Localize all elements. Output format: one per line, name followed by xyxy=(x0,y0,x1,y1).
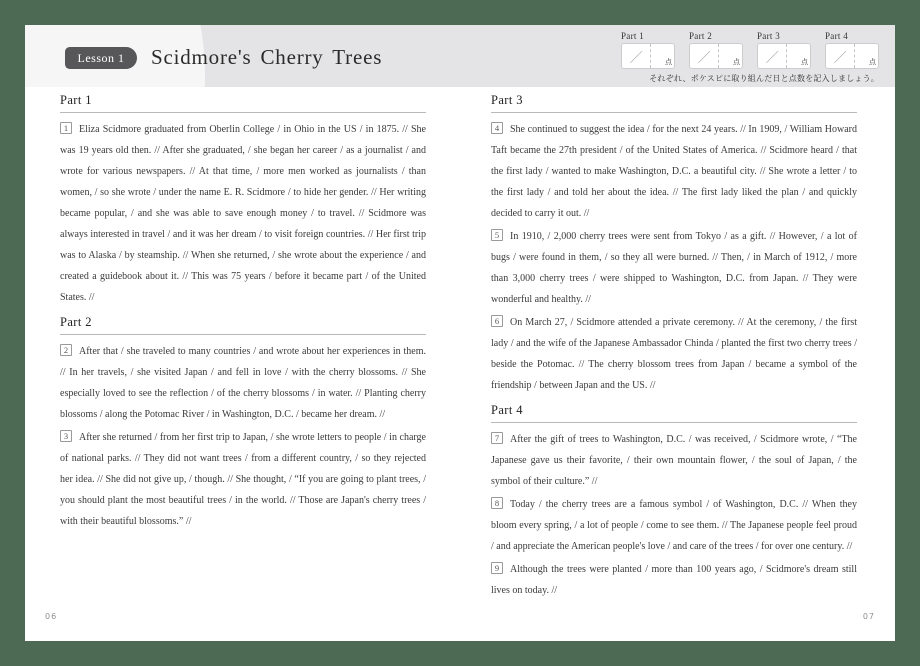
score-caption: それぞれ、ポケスピに取り組んだ日と点数を記入しましょう。 xyxy=(649,74,879,83)
paragraph-9 xyxy=(491,559,857,601)
score-group-part4 xyxy=(825,31,879,69)
lesson-badge: Lesson 1 xyxy=(65,47,137,69)
date-slash-icon: ／ xyxy=(765,49,779,65)
date-cell xyxy=(758,44,787,68)
score-box xyxy=(825,43,879,69)
part4-heading: Part 4 xyxy=(491,403,857,423)
textbook-page xyxy=(25,25,895,641)
date-cell xyxy=(690,44,719,68)
score-label: Part 2 xyxy=(689,31,713,41)
paragraph-text: After that / she traveled to many countries / and wrote about her experiences in them. // In her travels, / she visited Japan / and fell in love / with the cherry blossoms. // She especially loved to see the reflection / of the cherry blossoms / in water. // Planting cherry blossoms / along the Potomac River / in Washington, D.C. / became her dream. // xyxy=(60,346,426,420)
date-slash-icon: ／ xyxy=(697,49,711,65)
points-unit: 点 xyxy=(869,58,876,66)
paragraph-text: Although the trees were planted / more than 100 years ago, / Scidmore's dream still lives on today. // xyxy=(491,564,857,596)
right-column xyxy=(491,93,857,603)
paragraph-4 xyxy=(491,119,857,224)
date-slash-icon: ／ xyxy=(629,49,643,65)
score-box xyxy=(621,43,675,69)
date-cell xyxy=(622,44,651,68)
paragraph-5 xyxy=(491,226,857,310)
paragraph-number: 9 xyxy=(491,562,503,574)
paragraph-6 xyxy=(491,312,857,396)
paragraph-3 xyxy=(60,427,426,532)
paragraph-number: 2 xyxy=(60,344,72,356)
paragraph-number: 3 xyxy=(60,430,72,442)
paragraph-number: 6 xyxy=(491,315,503,327)
date-slash-icon: ／ xyxy=(833,49,847,65)
paragraph-number: 1 xyxy=(60,122,72,134)
part1-heading: Part 1 xyxy=(60,93,426,113)
score-label: Part 4 xyxy=(825,31,849,41)
score-label: Part 3 xyxy=(757,31,781,41)
paragraph-text: After the gift of trees to Washington, D.C. / was received, / Scidmore wrote, / “The Japanese gave us their favorite, / their own mountain flower, / the soul of Japan, / the symbol of their culture.” // xyxy=(491,434,857,487)
paragraph-text: Eliza Scidmore graduated from Oberlin College / in Ohio in the US / in 1875. // She was 19 years old then. // After she graduated, / she began her career / as a journalist / and wrote for various newspapers. // At that time, / more men worked as journalists / than women, / so she wrote / under the name E. R. Scidmore / to hide her gender. // Her writing became popular, / and she was able to save enough money / to travel. // Scidmore was always interested in travel / and it was her dream / to visit foreign countries. // Her first trip was to Alaska / by steamship. // When she returned, / she wrote about the experience / and created a guidebook about it. // This was 75 years / before it became part / of the United States. // xyxy=(60,124,426,303)
points-cell xyxy=(787,44,810,68)
score-box xyxy=(757,43,811,69)
page-number-right: 07 xyxy=(862,612,875,621)
score-boxes xyxy=(621,31,879,69)
paragraph-1 xyxy=(60,119,426,308)
paragraph-text: She continued to suggest the idea / for the next 24 years. // In 1909, / William Howard Taft became the 27th president / of the United States of America. // Scidmore heard / that the first lady / wanted to make Washington, D.C. a beautiful city. // She wrote a letter / to the first lady / and told her about the idea. // The first lady liked the plan / and quickly decided to carry it out. // xyxy=(491,124,857,219)
points-unit: 点 xyxy=(801,58,808,66)
paragraph-7 xyxy=(491,429,857,492)
points-cell xyxy=(855,44,878,68)
paragraph-text: On March 27, / Scidmore attended a private ceremony. // At the ceremony, / the first lady / and the wife of the Japanese Ambassador Chinda / planted the first two cherry trees / beside the Potomac. // The cherry blossom trees from Japan / became a symbol of the friendship / between Japan and the US. // xyxy=(491,317,857,391)
score-box xyxy=(689,43,743,69)
paragraph-2 xyxy=(60,341,426,425)
points-cell xyxy=(719,44,742,68)
paragraph-number: 8 xyxy=(491,497,503,509)
page-title: Scidmore's Cherry Trees xyxy=(151,45,383,69)
paragraph-number: 4 xyxy=(491,122,503,134)
paragraph-8 xyxy=(491,494,857,557)
paragraph-text: Today / the cherry trees are a famous symbol / of Washington, D.C. // When they bloom every spring, / a lot of people / come to see them. // The Japanese people feel proud / and appreciate the American people's love / and care of the trees / for over one century. // xyxy=(491,499,857,552)
points-cell xyxy=(651,44,674,68)
paragraph-text: After she returned / from her first trip to Japan, / she wrote letters to people / in charge of national parks. // They did not want trees / from a different country, / so they rejected her idea. // She did not give up, / though. // She thought, / “If you are going to plant trees, / you should plant the most beautiful trees / in the world. // Those are Japan's cherry trees / with their beautiful blossoms.” // xyxy=(60,432,426,527)
page-number-left: 06 xyxy=(45,612,58,621)
score-group-part2 xyxy=(689,31,743,69)
paragraph-text: In 1910, / 2,000 cherry trees were sent from Tokyo / as a gift. // However, / a lot of bugs / were found in them, / so they all were burned. // Then, / in March of 1912, / more than 3,000 cherry trees / were shipped to Washington, D.C. from Japan. // They were wonderful and healthy. // xyxy=(491,231,857,305)
score-group-part3 xyxy=(757,31,811,69)
paragraph-number: 7 xyxy=(491,432,503,444)
date-cell xyxy=(826,44,855,68)
left-column xyxy=(60,93,426,534)
score-label: Part 1 xyxy=(621,31,645,41)
part3-heading: Part 3 xyxy=(491,93,857,113)
paragraph-number: 5 xyxy=(491,229,503,241)
points-unit: 点 xyxy=(665,58,672,66)
score-panel xyxy=(621,31,879,84)
points-unit: 点 xyxy=(733,58,740,66)
part2-heading: Part 2 xyxy=(60,315,426,335)
score-group-part1 xyxy=(621,31,675,69)
